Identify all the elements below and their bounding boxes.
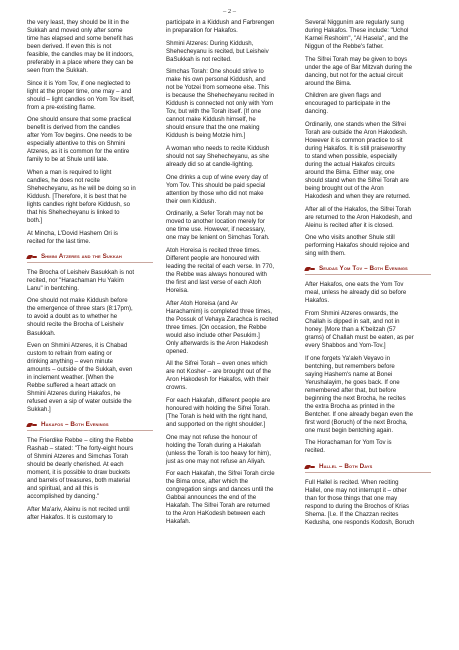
- shofar-ornament-icon: [27, 422, 38, 428]
- text-line: Hakafah. The Sifrei Torah are returned: [166, 502, 270, 510]
- paragraph: [305, 281, 431, 305]
- paragraph: [27, 506, 153, 522]
- text-line: [The Torah is held with the right hand,: [166, 413, 268, 421]
- text-line: After Ma'ariv, Aleinu is not recited until: [27, 505, 130, 513]
- text-line: not be Yotzei from someone else. This: [166, 84, 270, 92]
- text-line: the emergence of three stars (8:17pm),: [27, 305, 133, 313]
- text-line: Ordinarily, one stands when the Sifrei: [305, 120, 406, 128]
- text-line: performing Hakafos should rejoice and: [305, 242, 410, 250]
- text-line: to avoid a doubt as to whether he: [27, 313, 118, 321]
- text-line: during Hakafos. These include: "Uchol: [305, 27, 409, 35]
- paragraph: [305, 355, 431, 435]
- text-line: family to be at Shule until late.: [27, 156, 109, 164]
- paragraph: [166, 434, 292, 466]
- text-line: Lanu" in bentching.: [27, 284, 79, 292]
- text-line: attention by those who did not make: [166, 189, 264, 197]
- text-line: Sukkah.]: [27, 406, 51, 414]
- text-line: honoured with holding the Sifrei Torah.: [166, 405, 270, 413]
- text-line: the first and last verse of each Atoh: [166, 279, 262, 287]
- paragraph: [305, 439, 431, 455]
- text-line: Aron Hakodesh for Hakafos, with their: [166, 376, 269, 384]
- text-line: Tov, but with the Torah itself. [If one: [166, 108, 261, 116]
- text-line: The Sifrei Torah may be given to boys: [305, 55, 408, 63]
- text-line: encouraged to participate in the: [305, 100, 391, 108]
- text-line: respond to during the Brochos of Krias: [305, 502, 409, 510]
- section-heading: [27, 253, 153, 263]
- paragraph: [166, 210, 292, 242]
- text-line: after Hakafos. It is customary to: [27, 514, 113, 521]
- text-line: time has elapsed and some benefit has: [27, 35, 134, 43]
- section-heading-text: Hakafos – Both Evenings: [41, 421, 109, 429]
- paragraph: [27, 342, 153, 414]
- text-line: When a man is required to light: [27, 169, 112, 177]
- text-line: Niggun of the Rebbe's father.: [305, 43, 384, 51]
- paragraph: [27, 297, 153, 337]
- text-line: For each Hakafah, different people are: [166, 397, 271, 404]
- text-line: Sukkah and moved only after some: [27, 27, 123, 35]
- paragraph: [27, 116, 153, 164]
- text-line: one time use. However, if necessary,: [166, 226, 266, 234]
- paragraph: [305, 479, 431, 527]
- text-line: If one forgets Ya'aleh Veyavo in: [305, 354, 390, 362]
- column-3: [305, 19, 431, 531]
- text-line: accomplished by dancing.": [27, 493, 100, 501]
- text-line: grams) of Challah must be eaten, as per: [305, 334, 414, 342]
- text-line: Different people are honoured with: [166, 254, 260, 262]
- paragraph: [27, 169, 153, 225]
- text-line: are returned to the Aron Hakodesh, and: [305, 213, 413, 221]
- paragraph: [27, 230, 153, 246]
- text-line: are not Kosher – are brought out of the: [166, 368, 272, 376]
- text-line: However it is common practice to sit: [305, 136, 403, 144]
- text-line: recited.: [305, 447, 325, 455]
- text-line: BaSukkah is not recited.: [166, 55, 232, 63]
- paragraph: [305, 310, 431, 350]
- text-line: should ensure that the one making: [166, 124, 260, 132]
- text-line: both.]: [27, 217, 43, 225]
- text-line: one must begin bentching again.: [305, 426, 394, 434]
- text-line: crowns.: [166, 384, 187, 392]
- paragraph: [305, 92, 431, 116]
- paragraph: [27, 269, 153, 293]
- text-line: should stand when the Sifrei Torah are: [305, 177, 409, 185]
- text-line: being brought out of the Aron: [305, 185, 384, 193]
- text-line: A woman who needs to recite Kiddush: [166, 145, 270, 152]
- text-line: Yom Tov. This should be paid special: [166, 181, 266, 189]
- text-line: Torah are outside the Aron Hakodesh.: [305, 128, 408, 136]
- text-line: One who visits another Shule still: [305, 234, 395, 242]
- text-line: feasible, the candles may be lit indoors,: [27, 51, 134, 59]
- text-line: Karnei Reshoim", "Al Hasela", and the: [305, 35, 409, 43]
- text-line: and spiritual, and all this is: [27, 485, 99, 493]
- text-line: the Rebbe was always honoured with: [166, 271, 267, 278]
- paragraph: [166, 397, 292, 429]
- text-line: Kiddush is being Motzie him.]: [166, 132, 246, 140]
- text-line: Aleinu is recited after it is closed.: [305, 221, 394, 229]
- paragraph: [166, 360, 292, 392]
- text-line: already did so at candle-lighting.: [166, 161, 254, 169]
- column-2: [166, 19, 292, 531]
- text-line: around the Bima.: [305, 79, 352, 87]
- text-line: recited, nor "Harachaman Hu Yakim: [27, 276, 124, 284]
- text-line: Shehecheyanu, as he will be doing so in: [27, 185, 136, 193]
- paragraph: [166, 145, 292, 169]
- text-line: After all of the Hakafos, the Sifrei Torah: [305, 205, 411, 213]
- text-line: after Yom Tov begins. One needs to be: [27, 132, 132, 140]
- text-line: make his own personal Kiddush, and: [166, 76, 266, 84]
- text-line: Hakafah.: [166, 518, 191, 526]
- text-line: to the Aron HaKodesh between each: [166, 510, 266, 518]
- text-line: three times. [On occasion, the Rebbe: [166, 323, 267, 331]
- text-line: the extra Brocha as printed in the: [305, 402, 395, 410]
- text-line: in inclement weather. [When the: [27, 374, 114, 382]
- text-line: One drinks a cup of wine every day of: [166, 173, 268, 181]
- text-line: One should ensure that some practical: [27, 116, 132, 124]
- text-line: Hallel, one may not interrupt it – other: [305, 486, 407, 494]
- text-line: Harachamim) is completed three times,: [166, 307, 272, 315]
- text-line: moment, it is possible to draw buckets: [27, 469, 130, 477]
- paragraph: [166, 470, 292, 526]
- text-line: would also include other Pesukim.]: [166, 331, 260, 339]
- text-line: Even on Shmini Atzeres, it is Chabad: [27, 342, 128, 350]
- paragraph: [166, 19, 292, 35]
- text-line: Children are given flags and: [305, 92, 381, 100]
- text-line: Shehecheyanu is recited, but Leisheiv: [166, 47, 269, 55]
- paragraph: [305, 56, 431, 88]
- text-line: benefit is derived from the candles: [27, 124, 120, 132]
- text-line: Since it is Yom Tov, if one neglected to: [27, 79, 131, 87]
- text-line: Hakafos.: [305, 297, 330, 305]
- text-line: The Brocha of Leisheiv Basukkah is not: [27, 268, 135, 276]
- text-line: seen from the Sukkah.: [27, 67, 88, 75]
- text-line: in preparation for Hakafos.: [166, 27, 238, 35]
- text-line: Ordinarily, a Sefer Torah may not be: [166, 210, 264, 218]
- text-line: Shmini Atzeres during Hakafos, he: [27, 390, 121, 398]
- text-line: one may be lenient on Simchas Torah.: [166, 234, 270, 242]
- text-line: Challah is dipped in salt, and not in: [305, 318, 400, 326]
- section-heading-text: Hallel – Both Days: [319, 462, 373, 470]
- text-line: At Mincha, L'Dovid Hashem Ori is: [27, 229, 118, 237]
- paragraph: [166, 174, 292, 206]
- text-line: amounts – outside of the Sukkah, even: [27, 366, 133, 374]
- section-heading: [305, 463, 431, 473]
- paragraph: [27, 80, 153, 112]
- text-line: Rebbe suffered a heart attack on: [27, 382, 116, 390]
- text-line: beginning the next Brocha, he recites: [305, 394, 406, 402]
- shofar-ornament-icon: [305, 266, 316, 272]
- text-line: just as one may not refuse an Aliyah.: [166, 457, 266, 465]
- text-line: holding the Torah during a Hakafah: [166, 441, 261, 449]
- section-heading-text: Seudas Yom Tov – Both Evenings: [319, 265, 408, 273]
- text-line: during the actual Hakafos circuits: [305, 161, 395, 169]
- text-line: and supported on the right shoulder.]: [166, 421, 266, 429]
- text-line: sing with them.: [305, 250, 346, 258]
- text-line: Hakodesh and when they are returned.: [305, 193, 411, 201]
- text-line: should be dearly cherished. At each: [27, 461, 124, 469]
- text-line: Several Nigguním are regularly sung: [305, 19, 404, 26]
- text-line: After Hakafos, one eats the Yom Tov: [305, 281, 404, 289]
- text-line: every Shabbos and Yom-Tov.]: [305, 342, 386, 350]
- text-line: lights candles right before Kiddush, so: [27, 201, 130, 209]
- text-line: After Atoh Horeisa (and Av: [166, 299, 238, 307]
- paragraph: [27, 19, 153, 75]
- text-line: Kedusha, one responds Kodosh, Boruch: [305, 518, 415, 526]
- text-line: than for those things that one may: [305, 494, 398, 502]
- text-line: dancing, but not for the actual circuit: [305, 71, 403, 79]
- text-line: Shmini Atzeres: During Kiddush,: [166, 39, 254, 47]
- text-line: Simchas Torah: One should strive to: [166, 68, 264, 76]
- text-line: moved to another location merely for: [166, 218, 265, 226]
- text-line: around the Bima. Either way, one: [305, 169, 395, 177]
- text-line: Horeisa.: [166, 287, 189, 295]
- text-line: (unless the Torah is too heavy for him),: [166, 449, 271, 457]
- text-line: For each Hakafah, the Sifrei Torah circle: [166, 470, 275, 478]
- text-line: should – light candles on Yom Tov itself,: [27, 95, 135, 103]
- paragraph: [166, 68, 292, 140]
- text-line: from a pre-existing flame.: [27, 103, 96, 111]
- text-line: Kiddush is connected not only with Yom: [166, 100, 274, 108]
- text-line: custom to refrain from eating or: [27, 350, 112, 358]
- section-heading-text: Shmini Atzeres and the Sukkah: [41, 252, 122, 260]
- text-line: Bentcher. If one already began even the: [305, 410, 414, 418]
- text-line: congregation sings and dances until the: [166, 486, 274, 494]
- text-line: to stand when possible, especially: [305, 153, 398, 161]
- text-line: All the Sifrei Torah – even ones which: [166, 360, 268, 368]
- paragraph: [305, 234, 431, 258]
- text-line: From Shmini Atzeres onwards, the: [305, 310, 399, 318]
- text-line: the Possuk of Vehaya Zarachca is recited: [166, 315, 279, 323]
- text-line: during Hakafos. It is still praiseworthy: [305, 145, 406, 152]
- text-line: Shema. [I.e. If the Chazzan recites: [305, 510, 399, 518]
- text-line: Atoh Horeisa is recited three times.: [166, 246, 261, 254]
- text-line: participate in a Kiddush and Farbrengen: [166, 19, 275, 26]
- text-line: drinking anything – even minute: [27, 358, 114, 366]
- text-line: of Shmini Atzeres and Simchas Torah: [27, 453, 129, 461]
- text-line: Yerushalayim, he goes back. If one: [305, 378, 400, 386]
- text-line: dancing.: [305, 108, 329, 116]
- shofar-ornament-icon: [27, 254, 38, 260]
- section-heading: [27, 421, 153, 431]
- section-heading: [305, 265, 431, 275]
- text-line: should not say Shehecheyanu, as she: [166, 153, 269, 161]
- text-line: especially attentive to this on Shmini: [27, 140, 126, 148]
- text-line: One may not refuse the honour of: [166, 433, 258, 441]
- text-line: should recite the Brocha of Leisheiv: [27, 321, 124, 329]
- text-line: cannot make Kiddush himself, he: [166, 116, 256, 124]
- paragraph: [305, 121, 431, 201]
- paragraph: [305, 19, 431, 51]
- paragraph: [166, 300, 292, 356]
- text-line: One should not make Kiddush before: [27, 297, 128, 305]
- text-line: remembered after that, but before: [305, 386, 397, 394]
- text-line: honey. [More than a K'beitzah (57: [305, 326, 396, 334]
- text-line: preferably in a place where they can be: [27, 59, 134, 67]
- text-line: refused even a sip of water outside the: [27, 398, 132, 406]
- text-line: recited for the last time.: [27, 237, 91, 245]
- text-line: Basukkah.: [27, 329, 56, 337]
- text-line: Kiddush. [Therefore, it is best that he: [27, 193, 127, 201]
- text-line: Gabbai announces the end of the: [166, 494, 257, 502]
- paragraph: [166, 40, 292, 64]
- text-line: the very least, they should be lit in the: [27, 19, 129, 26]
- text-line: that his Shehecheyanu is linked to: [27, 209, 120, 217]
- text-line: leading the recital of each verse. In 770,: [166, 262, 275, 270]
- text-line: bentching, but remembers before: [305, 362, 395, 370]
- text-line: Atzeres, as it is common for the entire: [27, 148, 130, 156]
- text-line: candles, he does not recite: [27, 177, 100, 185]
- text-line: under the age of Bar Mitzvah during the: [305, 63, 413, 71]
- text-line: their own Kiddush.: [166, 197, 217, 205]
- text-line: and barrels of treasures, both material: [27, 477, 130, 485]
- text-line: the Bima once, after which the: [166, 478, 248, 486]
- text-line: first word (Boruch) of the next Brocha,: [305, 418, 408, 426]
- paragraph: [166, 247, 292, 295]
- paragraph: [27, 437, 153, 501]
- text-line: Full Hallel is recited. When reciting: [305, 478, 399, 486]
- text-line: Only afterwards is the Aron Hakodesh: [166, 339, 269, 347]
- text-line: opened.: [166, 347, 189, 355]
- text-line: The Horachaman for Yom Tov is: [305, 439, 392, 447]
- column-1: [27, 19, 153, 527]
- text-line: The Frierdike Rebbe – citing the Rebbe: [27, 437, 134, 445]
- text-line: light at the proper time, one may – and: [27, 87, 132, 95]
- text-line: Rashab – stated: "The forty-eight hours: [27, 445, 134, 453]
- text-line: meal, unless he already did so before: [305, 289, 407, 297]
- shofar-ornament-icon: [305, 464, 316, 470]
- text-line: saying Hashem's name at Bonei: [305, 370, 393, 378]
- text-line: is because the Shehecheyanu recited in: [166, 92, 275, 100]
- text-line: been derived. If even this is not: [27, 43, 112, 51]
- paragraph: [305, 206, 431, 230]
- page-number: – 2 –: [223, 8, 236, 15]
